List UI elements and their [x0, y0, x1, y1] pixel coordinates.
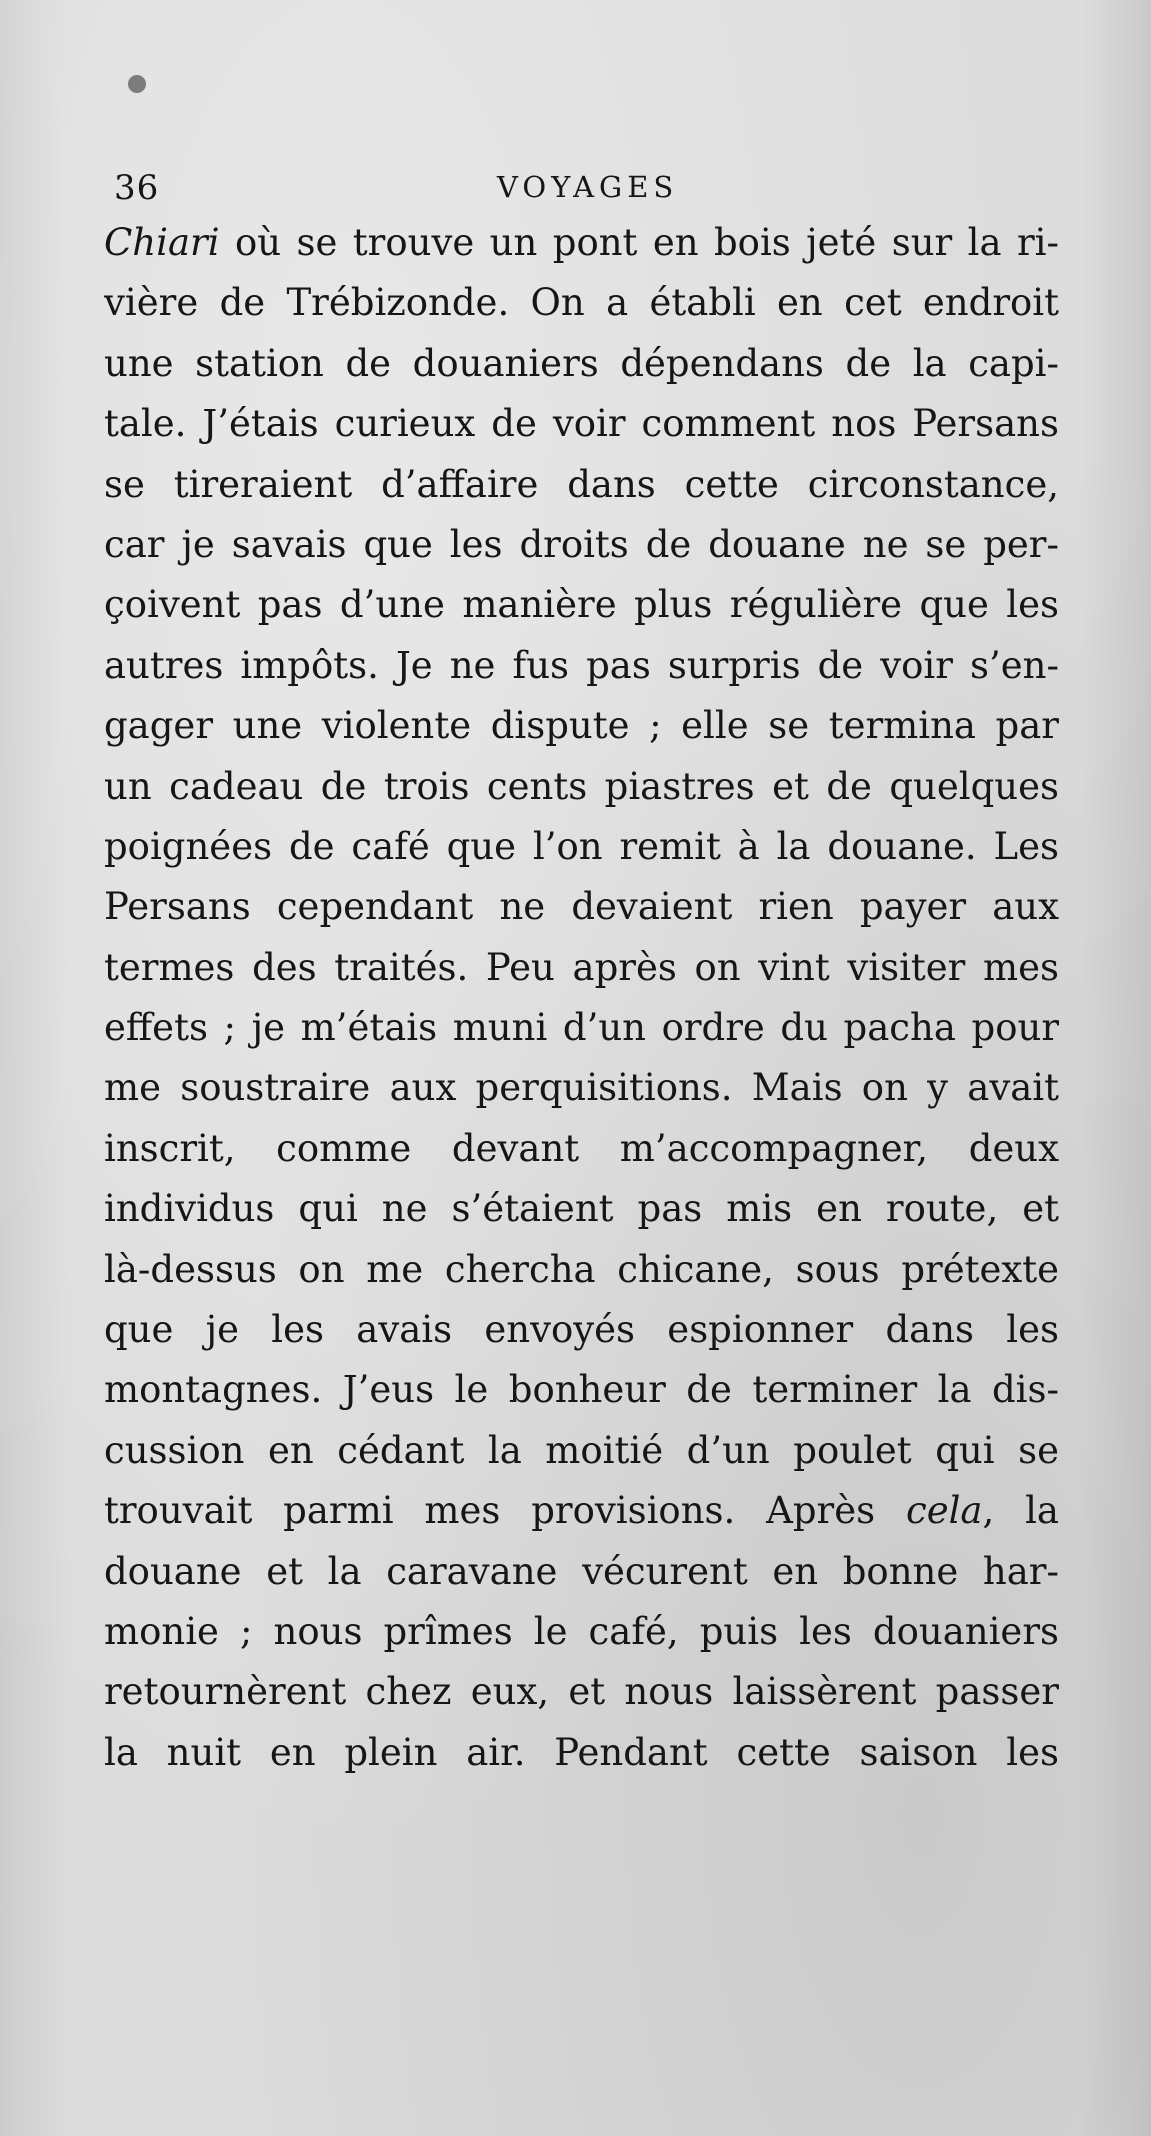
body-text: [104, 213, 1059, 1783]
text-line: car je savais que les droits de douane ne se per-: [104, 522, 1059, 566]
text-line: inscrit, comme devant m’accompagner, deux: [104, 1126, 1059, 1170]
italic-word: cela: [905, 1489, 983, 1533]
text-line-21-end: , la: [982, 1489, 1059, 1533]
text-line: vière de Trébizonde. On a établi en cet endroit: [104, 281, 1059, 325]
text-line: Persans cependant ne devaient rien payer aux: [104, 885, 1059, 929]
text-line: termes des traités. Peu après on vint visiter mes: [104, 945, 1059, 989]
text-line: poignées de café que l’on remit à la douane. Les: [104, 824, 1059, 868]
text-line: un cadeau de trois cents piastres et de quelques: [104, 764, 1059, 808]
text-line: tale. J’étais curieux de voir comment nos Persans: [104, 402, 1059, 446]
text-line-21-start: trouvait parmi mes provisions. Après: [104, 1489, 906, 1533]
text-line: individus qui ne s’étaient pas mis en route, et: [104, 1187, 1059, 1231]
text-line-1: [104, 213, 1059, 273]
text-line: se tireraient d’affaire dans cette circonstance,: [104, 462, 1059, 506]
running-title: VOYAGES: [497, 170, 679, 204]
italic-place-name: Chiari: [104, 221, 220, 264]
text-line-1-rest: où se trouve un pont en bois jeté sur la ri-: [219, 221, 1059, 264]
text-line: une station de douaniers dépendans de la capi-: [104, 341, 1059, 385]
text-line: gager une violente dispute ; elle se termina par: [104, 704, 1059, 748]
text-line: monie ; nous prîmes le café, puis les douaniers: [104, 1609, 1059, 1653]
ink-blot: [128, 75, 146, 93]
text-line: autres impôts. Je ne fus pas surpris de voir s’en-: [104, 643, 1059, 687]
running-head: [0, 168, 1151, 218]
text-line: là-dessus on me chercha chicane, sous prétexte: [104, 1247, 1059, 1291]
text-line: me soustraire aux perquisitions. Mais on y avait: [104, 1066, 1059, 1110]
text-line: cussion en cédant la moitié d’un poulet qui se: [104, 1428, 1059, 1472]
text-line: çoivent pas d’une manière plus régulière que les: [104, 583, 1059, 627]
text-line: montagnes. J’eus le bonheur de terminer la dis-: [104, 1368, 1059, 1412]
text-line-21: [104, 1481, 1059, 1541]
text-line: retournèrent chez eux, et nous laissèrent passer: [104, 1670, 1059, 1714]
page-number: 36: [114, 168, 160, 208]
text-line: douane et la caravane vécurent en bonne har-: [104, 1549, 1059, 1593]
text-line-last: la nuit en plein air. Pendant cette saison les: [104, 1730, 1059, 1774]
text-line: effets ; je m’étais muni d’un ordre du pacha pour: [104, 1006, 1059, 1050]
text-line: que je les avais envoyés espionner dans les: [104, 1308, 1059, 1352]
